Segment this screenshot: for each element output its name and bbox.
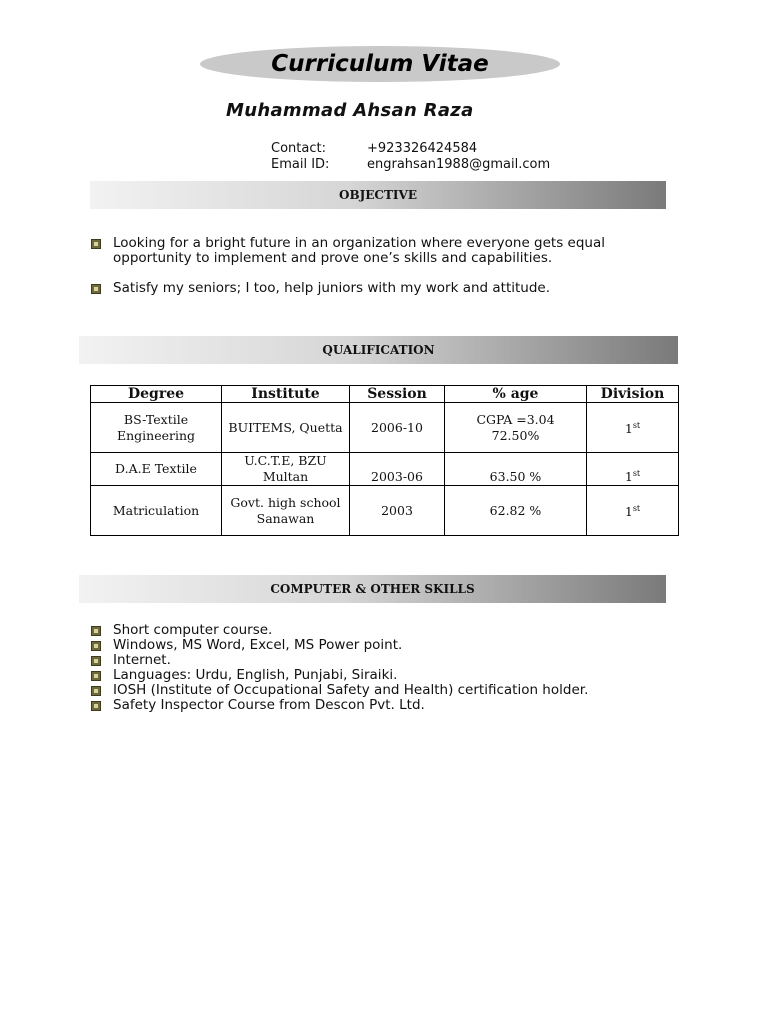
list-item: Satisfy my seniors; I too, help juniors with my work and attitude.: [91, 281, 671, 296]
contact-label: Contact:: [271, 141, 326, 156]
email-value: engrahsan1988@gmail.com: [367, 157, 551, 172]
qualification-heading: QUALIFICATION: [322, 343, 435, 357]
document-title: Curriculum Vitae: [271, 51, 489, 77]
session-cell: 2006-10: [350, 403, 445, 453]
bullet-icon: [91, 284, 101, 294]
institute-cell: U.C.T.E, BZU Multan: [222, 453, 350, 486]
division-cell: 1st: [587, 486, 679, 536]
list-item: Short computer course.: [91, 623, 711, 638]
table-row: [91, 453, 679, 486]
bullet-icon: [91, 671, 101, 681]
column-header-percentage: % age: [445, 386, 587, 403]
contact-row: [271, 141, 550, 157]
column-header-session: Session: [350, 386, 445, 403]
email-row: [271, 157, 550, 173]
table-row: [91, 486, 679, 536]
institute-cell: BUITEMS, Quetta: [222, 403, 350, 453]
table-header-row: [91, 386, 679, 403]
division-cell: 1st: [587, 403, 679, 453]
email-label: Email ID:: [271, 157, 330, 172]
objective-heading: OBJECTIVE: [339, 188, 417, 202]
institute-cell: Govt. high school Sanawan: [222, 486, 350, 536]
objective-list: [91, 236, 671, 311]
bullet-icon: [91, 686, 101, 696]
list-item: IOSH (Institute of Occupational Safety and Health) certification holder.: [91, 683, 711, 698]
title-banner: [200, 46, 560, 82]
division-cell: 1st: [587, 453, 679, 486]
column-header-division: Division: [587, 386, 679, 403]
column-header-institute: Institute: [222, 386, 350, 403]
bullet-icon: [91, 701, 101, 711]
bullet-icon: [91, 626, 101, 636]
objective-heading-bar: [90, 181, 666, 209]
column-header-degree: Degree: [91, 386, 222, 403]
degree-cell: Matriculation: [91, 486, 222, 536]
contact-block: [271, 141, 550, 173]
percentage-cell: 63.50 %: [445, 453, 587, 486]
skills-list: [91, 623, 711, 713]
list-item: Internet.: [91, 653, 711, 668]
bullet-icon: [91, 641, 101, 651]
list-item: Safety Inspector Course from Descon Pvt. Ltd.: [91, 698, 711, 713]
list-item: Languages: Urdu, English, Punjabi, Siraiki.: [91, 668, 711, 683]
degree-cell: D.A.E Textile: [91, 453, 222, 486]
candidate-name: Muhammad Ahsan Raza: [226, 100, 474, 121]
qualification-table: [90, 385, 679, 536]
list-item: Looking for a bright future in an organization where everyone gets equal opportunity to implement and prove one’s skills and capabilities.: [91, 236, 671, 266]
session-cell: 2003-06: [350, 453, 445, 486]
bullet-icon: [91, 656, 101, 666]
qualification-heading-bar: [79, 336, 678, 364]
percentage-cell: CGPA =3.04 72.50%: [445, 403, 587, 453]
percentage-cell: 62.82 %: [445, 486, 587, 536]
degree-cell: BS-Textile Engineering: [91, 403, 222, 453]
table-row: [91, 403, 679, 453]
skills-heading: COMPUTER & OTHER SKILLS: [270, 582, 475, 596]
session-cell: 2003: [350, 486, 445, 536]
bullet-icon: [91, 239, 101, 249]
skills-heading-bar: [79, 575, 666, 603]
contact-value: +923326424584: [367, 141, 478, 156]
list-item: Windows, MS Word, Excel, MS Power point.: [91, 638, 711, 653]
